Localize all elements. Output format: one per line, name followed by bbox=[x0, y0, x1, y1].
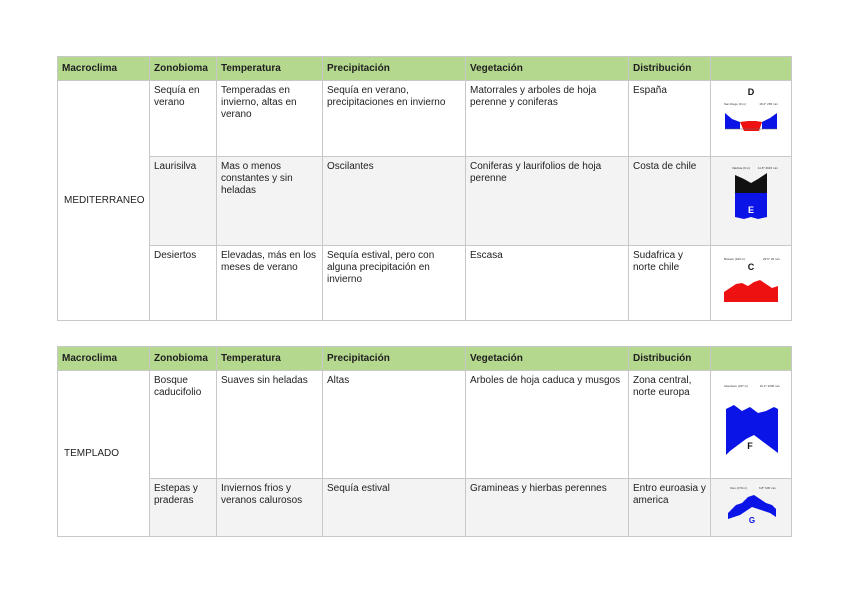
table-row bbox=[58, 479, 792, 537]
distribucion-cell: Sudafrica y norte chile bbox=[629, 246, 711, 321]
climate-diagram-g bbox=[720, 483, 782, 529]
table-row bbox=[58, 157, 792, 246]
climate-diagram-cell bbox=[711, 81, 792, 157]
diagram-station: Valdivia (9 m) bbox=[732, 166, 751, 170]
climate-diagram-d bbox=[722, 85, 780, 141]
header-diagram bbox=[711, 57, 792, 81]
arid-area bbox=[724, 280, 778, 302]
table-row bbox=[58, 246, 792, 321]
header-diagram bbox=[711, 347, 792, 371]
diagram-letter: C bbox=[747, 262, 755, 272]
header-vegetacion: Vegetación bbox=[466, 347, 629, 371]
header-macroclima: Macroclima bbox=[58, 347, 150, 371]
zonobioma-cell: Laurisilva bbox=[150, 157, 217, 246]
precipitacion-cell: Sequía estival bbox=[323, 479, 466, 537]
zonobioma-cell: Desiertos bbox=[150, 246, 217, 321]
diagram-station: Bosaso (100 m) bbox=[724, 257, 746, 261]
zonobioma-cell: Sequía en verano bbox=[150, 81, 217, 157]
vegetacion-cell: Matorrales y arboles de hoja perenne y coniferas bbox=[466, 81, 629, 157]
diagram-station: San Diego (9 m) bbox=[724, 102, 746, 106]
climate-diagram-cell bbox=[711, 246, 792, 321]
diagram-data: 11.8° 2615 mm bbox=[757, 166, 778, 170]
mediterraneo-table bbox=[57, 56, 792, 321]
temperatura-cell: Suaves sin heladas bbox=[217, 371, 323, 479]
header-temperatura: Temperatura bbox=[217, 57, 323, 81]
header-macroclima: Macroclima bbox=[58, 57, 150, 81]
diagram-station: Kiev (179 m) bbox=[730, 486, 748, 490]
header-vegetacion: Vegetación bbox=[466, 57, 629, 81]
header-row bbox=[58, 57, 792, 81]
vegetacion-cell: Arboles de hoja caduca y musgos bbox=[466, 371, 629, 479]
diagram-data: 18.4° 265 mm bbox=[759, 102, 778, 106]
vegetacion-cell: Gramineas y hierbas perennes bbox=[466, 479, 629, 537]
diagram-data: 10.2° 1036 mm bbox=[759, 384, 780, 388]
vegetacion-cell: Coniferas y laurifolios de hoja perenne bbox=[466, 157, 629, 246]
humid-area bbox=[725, 113, 740, 129]
temperatura-cell: Elevadas, más en los meses de verano bbox=[217, 246, 323, 321]
climate-diagram-c bbox=[720, 250, 782, 308]
diagram-letter: D bbox=[747, 87, 755, 97]
vegetacion-cell: Escasa bbox=[466, 246, 629, 321]
distribucion-cell: Entro euroasia y america bbox=[629, 479, 711, 537]
perhumid-area bbox=[735, 173, 767, 193]
temperatura-cell: Mas o menos constantes y sin heladas bbox=[217, 157, 323, 246]
humid-area bbox=[762, 113, 777, 129]
precipitacion-cell: Sequía en verano, precipitaciones en invierno bbox=[323, 81, 466, 157]
arid-area bbox=[740, 121, 762, 131]
diagram-data: 6.8° 645 mm bbox=[758, 486, 776, 490]
climate-diagram-f bbox=[720, 375, 782, 461]
distribucion-cell: España bbox=[629, 81, 711, 157]
climate-diagram-e bbox=[722, 161, 780, 231]
diagram-station: Aberdeen (237 m) bbox=[724, 384, 749, 388]
macroclima-cell: TEMPLADO bbox=[58, 371, 150, 537]
macroclima-cell: MEDITERRANEO bbox=[58, 81, 150, 321]
templado-table bbox=[57, 346, 792, 537]
header-zonobioma: Zonobioma bbox=[150, 347, 217, 371]
table-row bbox=[58, 81, 792, 157]
precipitacion-cell: Sequía estival, pero con alguna precipitación en invierno bbox=[323, 246, 466, 321]
header-row bbox=[58, 347, 792, 371]
zonobioma-cell: Bosque caducifolio bbox=[150, 371, 217, 479]
header-precipitacion: Precipitación bbox=[323, 347, 466, 371]
climate-diagram-cell bbox=[711, 157, 792, 246]
header-zonobioma: Zonobioma bbox=[150, 57, 217, 81]
zonobioma-cell: Estepas y praderas bbox=[150, 479, 217, 537]
diagram-letter: F bbox=[747, 441, 753, 451]
table-row bbox=[58, 371, 792, 479]
diagram-letter: G bbox=[748, 516, 756, 525]
climate-diagram-cell bbox=[711, 371, 792, 479]
header-distribucion: Distribución bbox=[629, 57, 711, 81]
precipitacion-cell: Altas bbox=[323, 371, 466, 479]
header-distribucion: Distribución bbox=[629, 347, 711, 371]
diagram-letter: E bbox=[747, 205, 755, 215]
climate-diagram-cell bbox=[711, 479, 792, 537]
distribucion-cell: Zona central, norte europa bbox=[629, 371, 711, 479]
temperatura-cell: Inviernos frios y veranos calurosos bbox=[217, 479, 323, 537]
header-precipitacion: Precipitación bbox=[323, 57, 466, 81]
temperatura-cell: Temperadas en invierno, altas en verano bbox=[217, 81, 323, 157]
distribucion-cell: Costa de chile bbox=[629, 157, 711, 246]
diagram-data: 29.5° 29 mm bbox=[762, 257, 780, 261]
header-temperatura: Temperatura bbox=[217, 347, 323, 371]
precipitacion-cell: Oscilantes bbox=[323, 157, 466, 246]
